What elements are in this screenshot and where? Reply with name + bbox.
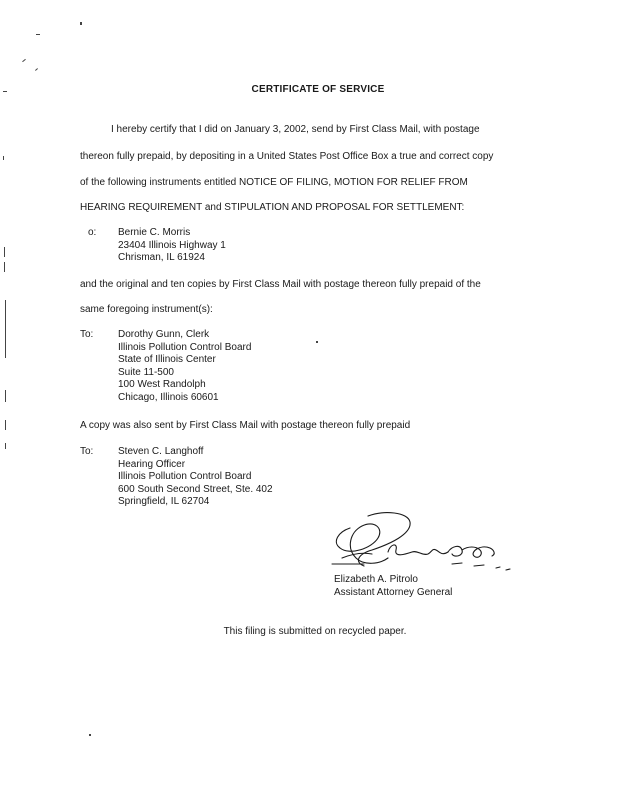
recipient-label: To: xyxy=(80,329,94,340)
address-line: Illinois Pollution Control Board xyxy=(118,341,252,353)
scan-speck xyxy=(5,420,6,430)
scan-speck xyxy=(36,34,40,35)
document-title: CERTIFICATE OF SERVICE xyxy=(251,84,385,95)
address-line: 23404 Illinois Highway 1 xyxy=(118,239,226,251)
scan-speck xyxy=(3,156,4,160)
recipient-label: o: xyxy=(88,227,97,238)
body-line: I hereby certify that I did on January 3, 2002, send by First Class Mail, with postage xyxy=(111,124,480,135)
scan-speck xyxy=(4,247,5,257)
address-line: Chicago, Illinois 60601 xyxy=(118,391,219,403)
scan-speck xyxy=(4,262,5,272)
recipient-address xyxy=(118,446,273,509)
address-line: 100 West Randolph xyxy=(118,379,206,391)
signer-title: Assistant Attorney General xyxy=(334,587,453,598)
scan-speck xyxy=(89,734,91,736)
scan-speck xyxy=(5,390,6,402)
body-line: thereon fully prepaid, by depositing in a United States Post Office Box a true and correct copy xyxy=(80,151,494,162)
scan-speck xyxy=(80,22,82,25)
recipient-address xyxy=(118,329,251,405)
address-line: Bernie C. Morris xyxy=(118,227,191,238)
address-line: 600 South Second Street, Ste. 402 xyxy=(118,483,273,495)
address-line: Suite 11-500 xyxy=(118,366,174,378)
address-line: Dorothy Gunn, Clerk xyxy=(118,329,210,340)
scan-speck xyxy=(5,300,6,358)
scan-speck xyxy=(22,59,26,62)
recipient-label: To: xyxy=(80,446,94,457)
body-line: HEARING REQUIREMENT and STIPULATION AND PROPOSAL FOR SETTLEMENT: xyxy=(80,202,465,213)
body-line: same foregoing instrument(s): xyxy=(80,304,213,315)
signer-name: Elizabeth A. Pitrolo xyxy=(334,574,418,585)
address-line: Hearing Officer xyxy=(118,458,186,470)
address-line: Illinois Pollution Control Board xyxy=(118,471,252,483)
address-line: Chrisman, IL 61924 xyxy=(118,252,205,264)
scan-speck xyxy=(5,443,6,449)
address-line: Steven C. Langhoff xyxy=(118,446,204,457)
body-line: of the following instruments entitled NOTICE OF FILING, MOTION FOR RELIEF FROM xyxy=(80,177,468,188)
address-line: State of Illinois Center xyxy=(118,354,216,366)
body-line: and the original and ten copies by First Class Mail with postage thereon fully prepaid of the xyxy=(80,279,481,290)
address-line: Springfield, IL 62704 xyxy=(118,496,210,508)
signature-image xyxy=(328,508,518,580)
recipient-address xyxy=(118,227,226,265)
body-line: A copy was also sent by First Class Mail with postage thereon fully prepaid xyxy=(80,420,411,431)
recycled-paper-note: This filing is submitted on recycled paper. xyxy=(223,626,407,637)
scan-speck xyxy=(316,341,318,343)
scan-speck xyxy=(35,68,38,71)
